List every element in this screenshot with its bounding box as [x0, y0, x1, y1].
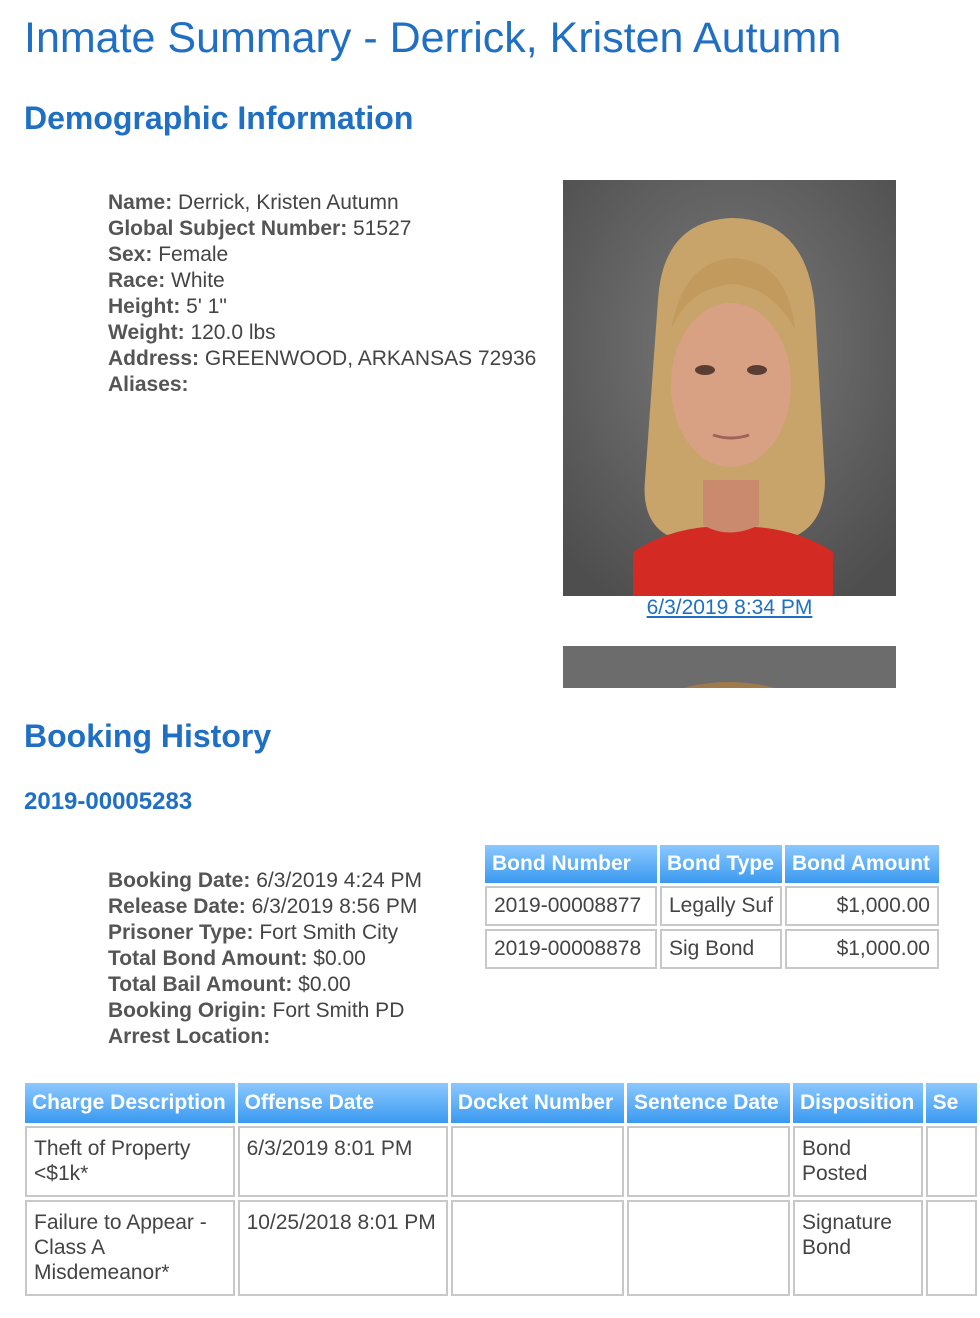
field-aliases: [108, 372, 536, 398]
field-value: Fort Smith City: [259, 921, 399, 944]
col-bond-number: Bond Number: [485, 845, 657, 883]
cell-charge-description: Failure to Appear - Class A Misdemeanor*: [25, 1200, 235, 1296]
col-charge-description: Charge Description: [25, 1083, 235, 1123]
field-label: Aliases:: [108, 373, 189, 396]
field-value: Derrick, Kristen Autumn: [178, 191, 399, 214]
col-sentence-date: Sentence Date: [627, 1083, 790, 1123]
field-value: 5' 1": [186, 295, 227, 318]
table-row: [25, 1126, 977, 1197]
field-label: Weight:: [108, 321, 185, 344]
field-value: GREENWOOD, ARKANSAS 72936: [204, 347, 537, 370]
cell-disposition: Bond Posted: [793, 1126, 923, 1197]
field-total-bond-amount: [108, 946, 422, 972]
col-disposition: Disposition: [793, 1083, 923, 1123]
mugshot-photo-second[interactable]: [563, 646, 896, 688]
cell-disposition: Signature Bond: [793, 1200, 923, 1296]
field-arrest-location: [108, 1024, 422, 1050]
cell-offense-date: 6/3/2019 8:01 PM: [238, 1126, 448, 1197]
cell-bond-amount: $1,000.00: [785, 886, 939, 926]
cell-sentence-date: [627, 1126, 790, 1197]
field-address: [108, 346, 536, 372]
field-value: $0.00: [313, 947, 366, 970]
col-sentence: Se: [926, 1083, 977, 1123]
field-label: Name:: [108, 191, 173, 214]
field-height: [108, 294, 536, 320]
field-weight: [108, 320, 536, 346]
cell-docket-number: [451, 1200, 624, 1296]
bond-table: [482, 842, 942, 972]
field-label: Total Bail Amount:: [108, 973, 293, 996]
col-bond-amount: Bond Amount: [785, 845, 939, 883]
field-name: [108, 190, 536, 216]
field-sex: [108, 242, 536, 268]
field-value: 6/3/2019 8:56 PM: [251, 895, 418, 918]
field-value: 51527: [353, 217, 412, 240]
col-offense-date: Offense Date: [238, 1083, 448, 1123]
field-booking-origin: [108, 998, 422, 1024]
field-label: Global Subject Number:: [108, 217, 348, 240]
col-bond-type: Bond Type: [660, 845, 782, 883]
cell-sentence-date: [627, 1200, 790, 1296]
field-label: Race:: [108, 269, 166, 292]
cell-charge-description: Theft of Property <$1k*: [25, 1126, 235, 1197]
field-booking-date: [108, 868, 422, 894]
table-row: [485, 886, 939, 926]
cell-docket-number: [451, 1126, 624, 1197]
field-label: Booking Origin:: [108, 999, 267, 1022]
mugshot-image: [563, 180, 896, 596]
table-row: [485, 929, 939, 969]
cell-bond-number: 2019-00008877: [485, 886, 657, 926]
field-release-date: [108, 894, 422, 920]
table-row: [25, 1200, 977, 1296]
field-label: Prisoner Type:: [108, 921, 254, 944]
demographic-info: [108, 190, 536, 398]
cell-sentence: [926, 1200, 977, 1296]
demographic-heading: Demographic Information: [24, 100, 414, 136]
cell-bond-number: 2019-00008878: [485, 929, 657, 969]
cell-bond-type: Legally Suf: [660, 886, 782, 926]
cell-bond-amount: $1,000.00: [785, 929, 939, 969]
mugshot-image: [563, 646, 896, 688]
table-header-row: [485, 845, 939, 883]
cell-bond-type: Sig Bond: [660, 929, 782, 969]
mugshot-date-link[interactable]: 6/3/2019 8:34 PM: [646, 596, 813, 619]
booking-info: [108, 868, 422, 1050]
cell-offense-date: 10/25/2018 8:01 PM: [238, 1200, 448, 1296]
mugshot-photo[interactable]: [563, 180, 896, 596]
field-label: Address:: [108, 347, 200, 370]
field-value: 6/3/2019 4:24 PM: [256, 869, 422, 892]
field-label: Sex:: [108, 243, 153, 266]
field-global-subject-number: [108, 216, 536, 242]
col-docket-number: Docket Number: [451, 1083, 624, 1123]
field-value: Fort Smith PD: [272, 999, 405, 1022]
field-value: Female: [158, 243, 229, 266]
table-header-row: [25, 1083, 977, 1123]
field-label: Booking Date:: [108, 869, 251, 892]
charges-table: [22, 1080, 980, 1299]
field-label: Arrest Location:: [108, 1025, 271, 1048]
field-race: [108, 268, 536, 294]
field-value: 120.0 lbs: [190, 321, 276, 344]
field-value: $0.00: [298, 973, 351, 996]
field-label: Total Bond Amount:: [108, 947, 308, 970]
field-prisoner-type: [108, 920, 422, 946]
cell-sentence: [926, 1126, 977, 1197]
field-label: Height:: [108, 295, 181, 318]
field-value: White: [171, 269, 225, 292]
booking-history-heading: Booking History: [24, 718, 272, 754]
field-total-bail-amount: [108, 972, 422, 998]
field-label: Release Date:: [108, 895, 246, 918]
booking-number: 2019-00005283: [24, 788, 193, 815]
page-title: Inmate Summary - Derrick, Kristen Autumn: [24, 14, 842, 62]
